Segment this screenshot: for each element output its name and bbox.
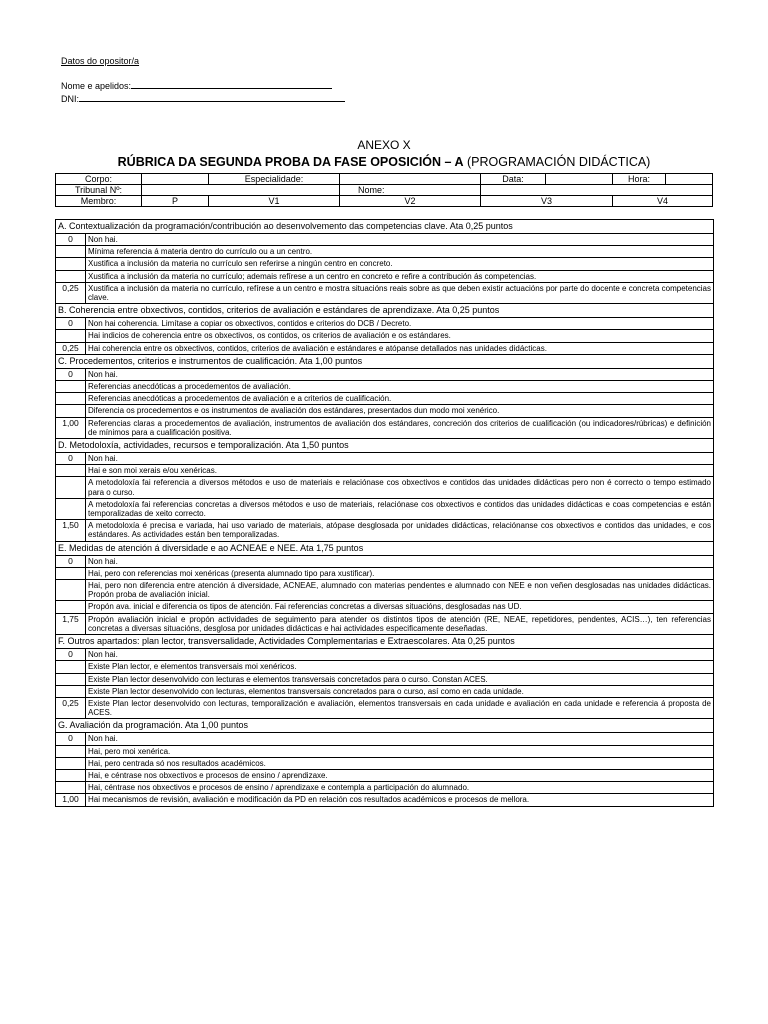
rubric-row[interactable] xyxy=(56,417,714,438)
rubric-row[interactable] xyxy=(56,465,714,477)
criterion-text: Diferencia os procedementos e os instrumentos de avaliación dos estándares, presentados dun modo moi xenérico. xyxy=(86,405,714,417)
section-header-row xyxy=(56,439,714,453)
section-header-row xyxy=(56,719,714,733)
criterion-text: Hai, pero con referencias moi xenéricas (presenta alumnado tipo para xustificar). xyxy=(86,567,714,579)
criterion-text: Hai mecanismos de revisión, avaliación e modificación da PD en relación cos resultados académicos e procesos de mellora. xyxy=(86,794,714,806)
score-cell[interactable]: 1,75 xyxy=(56,613,86,634)
annex-title: ANEXO X xyxy=(357,138,411,152)
rubric-row[interactable] xyxy=(56,246,714,258)
data-value[interactable] xyxy=(546,174,613,185)
rubric-table xyxy=(55,219,714,807)
criterion-text: A metodoloxía fai referencias concretas a diversos métodos e uso de materiais, relaciónase cos obxectivos e contidos das unidades didácticas e coas competencias e están temporalizadas de xeito correcto. xyxy=(86,498,714,519)
score-cell[interactable]: 0 xyxy=(56,733,86,745)
criterion-text: Non hai. xyxy=(86,234,714,246)
score-cell[interactable]: 0 xyxy=(56,234,86,246)
name-label: Nome e apelidos: xyxy=(61,81,132,91)
criterion-text: Non hai. xyxy=(86,368,714,380)
membro-v4[interactable]: V4 xyxy=(613,196,713,207)
score-cell[interactable] xyxy=(56,745,86,757)
criterion-text: Existe Plan lector desenvolvido con lecturas, elementos transversais concretados para o curso, así como en cada unidade. xyxy=(86,685,714,697)
criterion-text: Xustifica a inclusión da materia no currículo sen referirse a ningún centro en concreto. xyxy=(86,258,714,270)
criterion-text: Non hai. xyxy=(86,453,714,465)
criterion-text: Hai, pero non diferencia entre atención á diversidade, ACNEAE, alumnado con materias pendentes e alumnado con NEE e non veñen desglosadas nas unidades didácticas. Propón proba de avaliación inicial. xyxy=(86,580,714,601)
score-cell[interactable]: 0,25 xyxy=(56,282,86,303)
score-cell[interactable] xyxy=(56,498,86,519)
section-title: B. Coherencia entre obxectivos, contidos, criterios de avaliación e estándares de aprendizaxe. Ata 0,25 puntos xyxy=(56,304,714,318)
criterion-text: Xustifica a inclusión da materia no currículo, refírese a un centro e mostra situacións reais sobre as que deben existir actuacións por parte do docente e concreta competencias clave. xyxy=(86,282,714,303)
rubric-row[interactable] xyxy=(56,368,714,380)
score-cell[interactable] xyxy=(56,567,86,579)
especialidade-value[interactable] xyxy=(340,174,481,185)
rubric-row[interactable] xyxy=(56,477,714,498)
rubric-row[interactable] xyxy=(56,405,714,417)
score-cell[interactable] xyxy=(56,330,86,342)
especialidade-label: Especialidade: xyxy=(209,174,340,185)
criterion-text: A metodoloxía é precisa e variada, hai uso variado de materiais, atópase desglosada por unidades didácticas, relaciónanse cos obxectivos e contidos das unidades, e cos estándares. As actividades están ben temporalizadas. xyxy=(86,520,714,541)
rubric-row[interactable] xyxy=(56,330,714,342)
criterion-text: Non hai coherencia. Limítase a copiar os obxectivos, contidos e criterios do DCB / Decreto. xyxy=(86,318,714,330)
rubric-row[interactable] xyxy=(56,555,714,567)
rubric-row[interactable] xyxy=(56,661,714,673)
section-title: E. Medidas de atención á diversidade e ao ACNEAE e NEE. Ata 1,75 puntos xyxy=(56,541,714,555)
rubric-row[interactable] xyxy=(56,342,714,354)
score-cell[interactable]: 0 xyxy=(56,368,86,380)
section-header-row xyxy=(56,541,714,555)
rubric-row[interactable] xyxy=(56,282,714,303)
dni-field[interactable] xyxy=(61,92,345,105)
score-cell[interactable] xyxy=(56,757,86,769)
score-cell[interactable]: 1,00 xyxy=(56,417,86,438)
criterion-text: Non hai. xyxy=(86,649,714,661)
dni-line xyxy=(79,92,345,102)
score-cell[interactable] xyxy=(56,580,86,601)
membro-v1[interactable]: V1 xyxy=(209,196,340,207)
rubric-row[interactable] xyxy=(56,601,714,613)
tribunal-label: Tribunal Nº: xyxy=(56,185,142,196)
rubric-row[interactable] xyxy=(56,381,714,393)
score-cell[interactable] xyxy=(56,258,86,270)
score-cell[interactable] xyxy=(56,393,86,405)
score-cell[interactable] xyxy=(56,381,86,393)
criterion-text: Existe Plan lector desenvolvido con lecturas e elementos transversais concretados para o curso. Constan ACES. xyxy=(86,673,714,685)
section-header-row xyxy=(56,354,714,368)
rubric-row[interactable] xyxy=(56,697,714,718)
criterion-text: Non hai. xyxy=(86,733,714,745)
criterion-text: Existe Plan lector desenvolvido con lecturas, temporalización e avaliación, elementos transversais en cada unidade e avaliación en cada unidade e referencia á proposta de ACES. xyxy=(86,697,714,718)
score-cell[interactable]: 0 xyxy=(56,318,86,330)
criterion-text: Propón avaliación inicial e propón actividades de seguimento para atender os distintos tipos de atención (RE, NEAE, repetidores, pendentes, ACIS…), ten referencias concretas a diversas situacións, desglosa por unidades didácticas e hai actividades especificamente deseñadas. xyxy=(86,613,714,634)
criterion-text: Propón ava. inicial e diferencia os tipos de atención. Fai referencias concretas a diversas situacións, desglosadas nas UD. xyxy=(86,601,714,613)
rubric-row[interactable] xyxy=(56,673,714,685)
score-cell[interactable]: 0 xyxy=(56,555,86,567)
rubric-row[interactable] xyxy=(56,782,714,794)
rubric-row[interactable] xyxy=(56,745,714,757)
score-cell[interactable] xyxy=(56,769,86,781)
nome-label: Nome: xyxy=(340,185,481,196)
rubric-row[interactable] xyxy=(56,234,714,246)
exam-header-table xyxy=(55,173,713,207)
name-line xyxy=(131,79,332,89)
score-cell[interactable]: 1,50 xyxy=(56,520,86,541)
page-title xyxy=(0,154,768,170)
rubric-row[interactable] xyxy=(56,318,714,330)
section-header-row xyxy=(56,220,714,234)
rubric-row[interactable] xyxy=(56,567,714,579)
criterion-text: Hai, céntrase nos obxectivos e procesos de ensino / aprendizaxe e contempla a participación do alumnado. xyxy=(86,782,714,794)
corpo-label: Corpo: xyxy=(56,174,142,185)
rubric-row[interactable] xyxy=(56,733,714,745)
hora-label: Hora: xyxy=(613,174,666,185)
score-cell[interactable]: 0,25 xyxy=(56,697,86,718)
main-title-bold: RÚBRICA DA SEGUNDA PROBA DA FASE OPOSICIÓN – A xyxy=(117,155,464,169)
name-field[interactable] xyxy=(61,79,345,92)
rubric-row[interactable] xyxy=(56,649,714,661)
criterion-text: Hai, pero moi xenérica. xyxy=(86,745,714,757)
applicant-heading: Datos do opositor/a xyxy=(61,56,140,66)
section-title: F. Outros apartados: plan lector, transversalidade, Actividades Complementarias e Extraescolares. Ata 0,25 puntos xyxy=(56,635,714,649)
criterion-text: Xustifica a inclusión da materia no currículo; ademais refírese a un centro en concreto e refire a contribución ás competencias. xyxy=(86,270,714,282)
score-cell[interactable] xyxy=(56,782,86,794)
membro-v3[interactable]: V3 xyxy=(481,196,613,207)
rubric-row[interactable] xyxy=(56,453,714,465)
rubric-row[interactable] xyxy=(56,685,714,697)
dni-label: DNI: xyxy=(61,94,79,104)
section-title: G. Avaliación da programación. Ata 1,00 puntos xyxy=(56,719,714,733)
title-block xyxy=(0,138,768,170)
main-title-sub: (PROGRAMACIÓN DIDÁCTICA) xyxy=(463,155,651,169)
criterion-text: Hai indicios de coherencia entre os obxectivos, os contidos, os criterios de avaliación e os estándares. xyxy=(86,330,714,342)
membro-v2[interactable]: V2 xyxy=(340,196,481,207)
criterion-text: Referencias anecdóticas a procedementos de avaliación. xyxy=(86,381,714,393)
criterion-text: A metodoloxía fai referencia a diversos métodos e uso de materiais e relaciónase cos obxectivos e contidos das unidades didácticas pero non é correcto o tempo estimado para o curso. xyxy=(86,477,714,498)
membro-p[interactable]: P xyxy=(142,196,209,207)
criterion-text: Existe Plan lector, e elementos transversais moi xenéricos. xyxy=(86,661,714,673)
criterion-text: Hai e son moi xerais e/ou xenéricas. xyxy=(86,465,714,477)
criterion-text: Hai, e céntrase nos obxectivos e procesos de ensino / aprendizaxe. xyxy=(86,769,714,781)
rubric-row[interactable] xyxy=(56,613,714,634)
score-cell[interactable]: 0,25 xyxy=(56,342,86,354)
rubric-row[interactable] xyxy=(56,769,714,781)
section-title: C. Procedementos, criterios e instrumentos de cualificación. Ata 1,00 puntos xyxy=(56,354,714,368)
nome-value[interactable] xyxy=(481,185,713,196)
score-cell[interactable] xyxy=(56,685,86,697)
score-cell[interactable]: 1,00 xyxy=(56,794,86,806)
score-cell[interactable] xyxy=(56,405,86,417)
rubric-row[interactable] xyxy=(56,580,714,601)
score-cell[interactable]: 0 xyxy=(56,649,86,661)
hora-value[interactable] xyxy=(666,174,713,185)
criterion-text: Mínima referencia á materia dentro do currículo ou a un centro. xyxy=(86,246,714,258)
section-title: D. Metodoloxía, actividades, recursos e temporalización. Ata 1,50 puntos xyxy=(56,439,714,453)
criterion-text: Referencias anecdóticas a procedementos de avaliación e a criterios de cualificación. xyxy=(86,393,714,405)
score-cell[interactable]: 0 xyxy=(56,453,86,465)
corpo-value[interactable] xyxy=(142,174,209,185)
rubric-row[interactable] xyxy=(56,498,714,519)
criterion-text: Non hai. xyxy=(86,555,714,567)
criterion-text: Hai coherencia entre os obxectivos, contidos, criterios de avaliación e estándares e atópanse detallados nas unidades didácticas. xyxy=(86,342,714,354)
criterion-text: Referencias claras a procedementos de avaliación, instrumentos de avaliación dos estándares, concreción dos criterios de cualificación (ou indicadores/rúbricas) e definición de mínimos para a cualificación positiva. xyxy=(86,417,714,438)
criterion-text: Hai, pero centrada só nos resultados académicos. xyxy=(86,757,714,769)
data-label: Data: xyxy=(481,174,546,185)
section-header-row xyxy=(56,304,714,318)
rubric-row[interactable] xyxy=(56,794,714,806)
tribunal-value[interactable] xyxy=(142,185,340,196)
rubric-row[interactable] xyxy=(56,757,714,769)
rubric-row[interactable] xyxy=(56,258,714,270)
score-cell[interactable] xyxy=(56,673,86,685)
score-cell[interactable] xyxy=(56,601,86,613)
rubric-row[interactable] xyxy=(56,270,714,282)
score-cell[interactable] xyxy=(56,246,86,258)
applicant-data-block xyxy=(61,55,345,105)
score-cell[interactable] xyxy=(56,661,86,673)
score-cell[interactable] xyxy=(56,270,86,282)
membro-label: Membro: xyxy=(56,196,142,207)
score-cell[interactable] xyxy=(56,465,86,477)
rubric-row[interactable] xyxy=(56,393,714,405)
rubric-row[interactable] xyxy=(56,520,714,541)
section-title: A. Contextualización da programación/contribución ao desenvolvemento das competencias clave. Ata 0,25 puntos xyxy=(56,220,714,234)
section-header-row xyxy=(56,635,714,649)
score-cell[interactable] xyxy=(56,477,86,498)
